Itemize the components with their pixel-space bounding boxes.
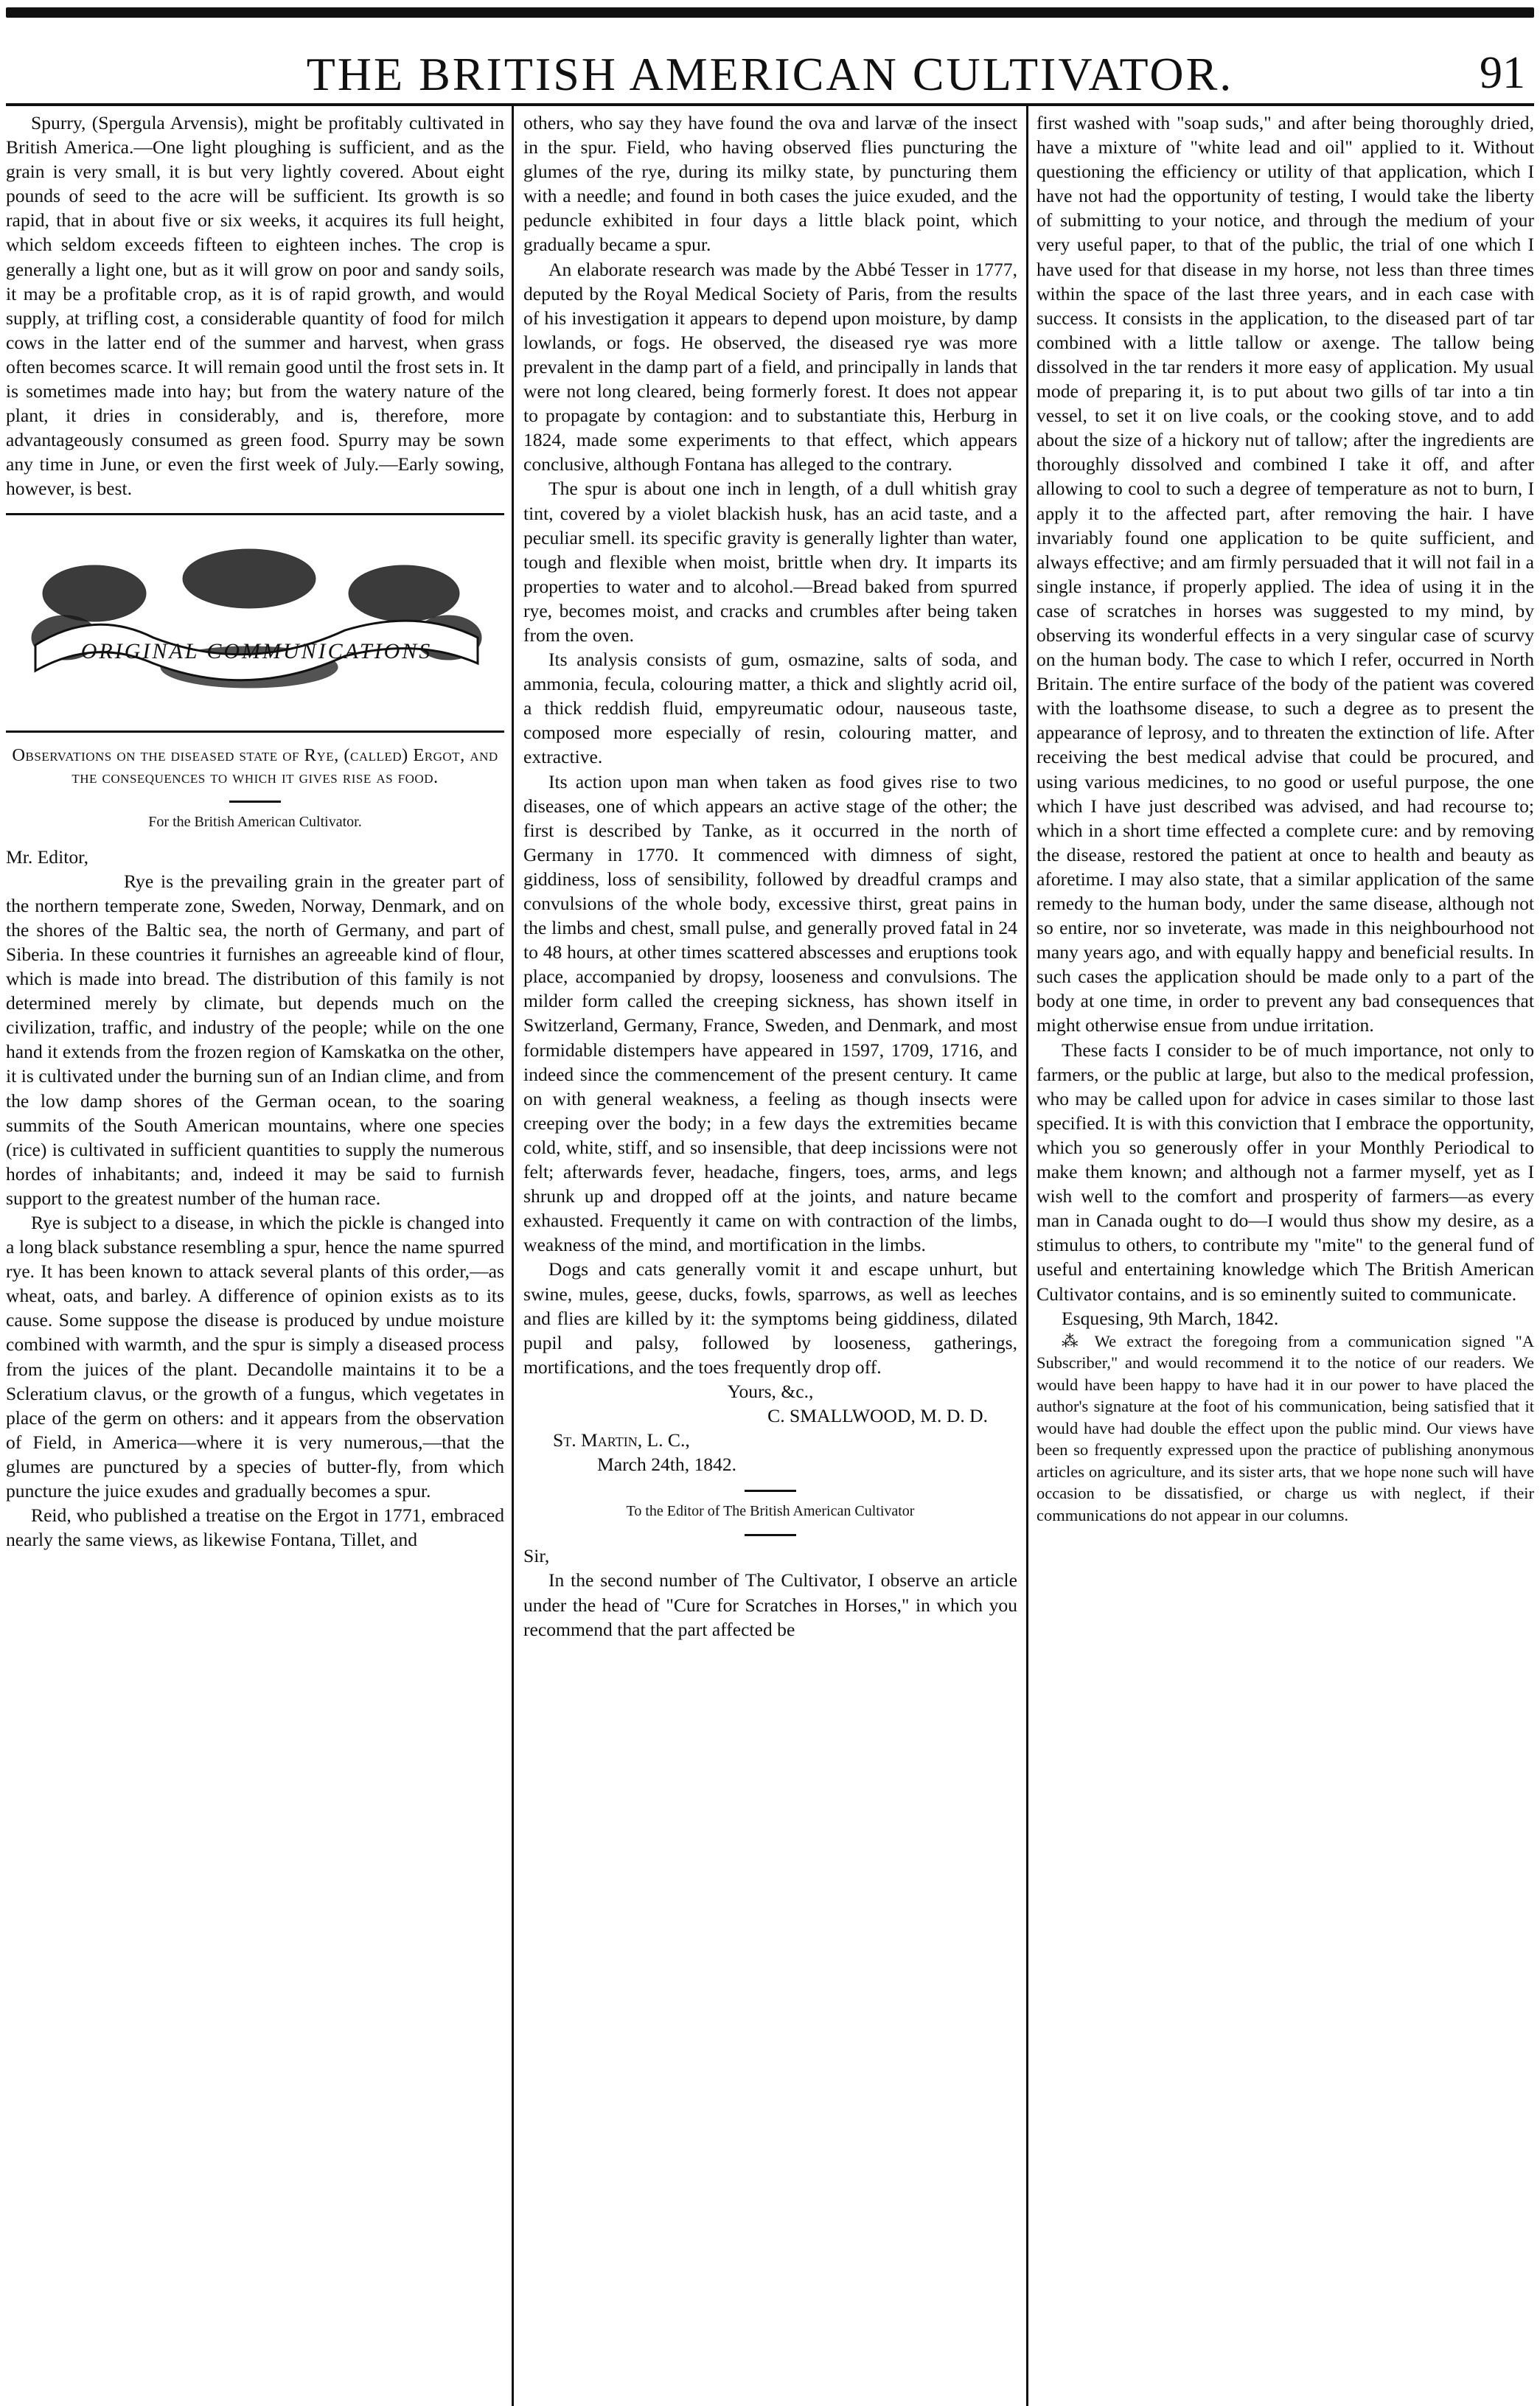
spurry-article: Spurry, (Spergula Arvensis), might be profitably cultivated in British America.—One light ploughing is sufficient, and as the grain is very small, it is but very lightly covered. About eight pounds of seed to the acre will be sufficient. Its growth is so rapid, that in about five or six weeks, it acquires its full height, which seldom exceeds fifteen to eighteen inches. The crop is generally a light one, but as it will grow on poor and sandy soils, it may be a profitable crop, as it is of rapid growth, and would supply, at trifling cost, a considerable quantity of food for milch cows in the latter end of the summer and harvest, when grass often becomes scarce. It will remain good until the frost sets in. It is sometimes made into hay; but from the watery nature of the plant, it dries in considerably, and is, therefore, more advantageously consumed as green food. Spurry may be sown any time in June, or even the first week of July.—Early sowing, however, is best. (6, 112, 504, 500)
byline: For the British American Cultivator. (148, 813, 362, 830)
paragraph: Its action upon man when taken as food gives rise to two diseases, one of which appears an active stage of the other; the first is described by Tanke, as it occurred in the north of Germany in 1770. It commenced with dimness of sight, giddiness, loss of sensibility, followed by dreadful cramps and convulsions of the whole body, excessive thirst, great pains in the limbs and chest, small pulse, and generally proved fatal in 24 to 48 hours, at other times scattered abscesses and eruptions took place, accompanied by dropsy, looseness and convulsions. The milder form called the creeping sickness, has shown itself in Switzerland, Germany, France, Sweden, and Denmark, and most formidable distempers have appeared in 1597, 1709, 1716, and indeed since the commencement of the present century. It came on with general weakness, a feeling as though insects were creeping over the body; in a few days the extremities became cold, white, stiff, and so insensible, that deep incissions were not felt; afterwards fever, headache, fingers, toes, arms, and legs shrunk up and dropped off at the joints, and nature became exhausted. Frequently it came on with contraction of the limbs, weakness of the mind, and mortification in the limbs. (523, 770, 1017, 1256)
section-divider (6, 513, 504, 515)
column-3 (1036, 111, 1534, 2406)
page-number: 91 (1480, 48, 1525, 98)
paragraph: Reid, who published a treatise on the Ergot in 1771, embraced nearly the same views, as likewise Fontana, Tillet, and (6, 1504, 504, 1551)
closing: Yours, &c., (727, 1380, 814, 1402)
column-1 (6, 111, 504, 2406)
article-title: Observations on the diseased state of Rye, (called) Ergot, and the consequences to which it gives rise as food. (12, 745, 498, 787)
paragraph: The spur is about one inch in length, of a dull whitish gray tint, covered by a violet blackish husk, has an acid taste, and a peculiar smell. its specific gravity is generally lighter than water, tough and flexible when moist, brittle when dry. It imparts its properties to water and to alcohol.—Bread baked from spurred rye, becomes moist, and cracks and crumbles after being taken from the oven. (523, 478, 1017, 646)
byline: To the Editor of The British American Cultivator (626, 1503, 915, 1520)
salutation: Mr. Editor, (6, 845, 89, 868)
paragraph: These facts I consider to be of much importance, not only to farmers, or the public at large, but also to the medical profession, who may be called upon for advice in cases similar to those last specified. It is with this conviction that I embrace the opportunity, which you so generously offer in your Monthly Periodical to make them known; and although not a farmer myself, yet as I wish well to the comfort and prosperity of farmers—as every man in Canada ought to do—I would thus show my desire, as a stimulus to others, to contribute my "mite" to the general fund of useful and entertaining knowledge which The British American Cultivator contains, and is so eminently suited to communicate. (1036, 1039, 1534, 1305)
column-2 (523, 111, 1017, 2406)
paragraph: Dogs and cats generally vomit it and escape unhurt, but swine, mules, geese, ducks, fowls, sparrows, as well as leeches and flies are killed by it: the symptoms being giddiness, dilated pupil and palsy, followed by looseness, gatherings, mortifications, and the toes frequently drop off. (523, 1258, 1017, 1378)
date: March 24th, 1842. (597, 1454, 737, 1476)
paragraph: In the second number of The Cultivator, I observe an article under the head of "Cure for Scratches in Horses," in which you recommend that the part affected be (523, 1569, 1017, 1640)
column-rule (1026, 105, 1028, 2406)
paragraph: Its analysis consists of gum, osmazine, salts of soda, and ammonia, fecula, colouring matter, a thick and slightly acrid oil, a thick reddish fluid, empyreumatic odour, nauseous taste, composed more especially of resin, colouring matter, and extractive. (523, 649, 1017, 768)
paragraph: first washed with "soap suds," and after being thoroughly dried, have a mixture of "white lead and oil" applied to it. Without questioning the efficiency or utility of that application, which I have not had the opportunity of testing, I would take the liberty of submitting to your notice, and through the medium of your very useful paper, to that of the public, the trial of one which I have used for that disease in my horse, not less than three times within the space of the last three years, and in each case with success. It consists in the application, to the diseased part of tar combined with a little tallow or axenge. The tallow being dissolved in the tar renders it more easy of application. My usual mode of preparing it, is to put about two gills of tar into a tin vessel, to set it on live coals, or the cooking stove, and to add about the size of a hickory nut of tallow; after the ingredients are thoroughly dissolved and combined I take it off, and after allowing to cool to such a degree of temperature as not to burn, I apply it to the affected part, after removing the hair. I have invariably found one application to be quite sufficient, and always effective; and am firmly persuaded that it will not fail in a single instance, if properly applied. The idea of using it in the case of scratches in horses was suggested to my mind, by observing its wonderful effects in a very singular case of scurvy on the human body. The case to which I refer, occurred in North Britain. The entire surface of the body of the patient was covered with the loathsome disease, to such a degree as to present the appearance of leprosy, and to threaten the extinction of life. After receiving the best medical advise that could be procured, and using various medicines, to no good or useful purpose, the one which I have just described was advised, and had recourse to; which in a short time effected a complete cure: and by removing the disease, restored the patient at once to health and beauty as aforetime. I may also state, that a similar application of the same remedy to the human body, under the same disease, although not so entire, nor so inveterate, was made in this neighbourhood not many years ago, and with equally happy and beneficial results. In such cases the application should be made only to a part of the body at one time, in order to prevent any bad consequences that might otherwise ensue from undue irritation. (1036, 112, 1534, 1036)
original-communications-banner (6, 527, 504, 719)
paragraph: others, who say they have found the ova and larvæ of the insect in the spur. Field, who having observed flies puncturing the glumes of the rye, during its milky state, by puncturing them with a needle; and found in both cases the juice exuded, and the peduncle exhibited in four days a little black point, which gradually became a spur. (523, 112, 1017, 256)
section-divider (6, 730, 504, 733)
paragraph: An elaborate research was made by the Abbé Tesser in 1777, deputed by the Royal Medical Society of Paris, from the results of his investigation it appears to depend upon moisture, by damp lowlands, or fogs. He observed, the diseased rye was more prevalent in the damp part of a field, and principally in lands that were not long cleared, being formerly forest. It does not appear to propagate by contagion: and to substantiate this, Herburg in 1824, made some experiments to that effect, which appears conclusive, although Fontana has alleged to the contrary. (523, 258, 1017, 475)
column-rule (512, 105, 514, 2406)
short-rule (229, 801, 281, 803)
short-rule (745, 1490, 796, 1492)
place: St. Martin, L. C., (553, 1429, 690, 1451)
page-header (6, 21, 1534, 106)
header-rule (6, 7, 1534, 18)
masthead-title: THE BRITISH AMERICAN CULTIVATOR. (306, 48, 1234, 100)
salutation: Sir, (523, 1545, 550, 1567)
signature: C. SMALLWOOD, M. D. D. (767, 1404, 988, 1426)
dateline: Esquesing, 9th March, 1842. (1062, 1307, 1279, 1329)
editor-note: ⁂ We extract the foregoing from a communication signed "A Subscriber," and would recommend it to the notice of our readers. We would have been happy to have had it in our power to have placed the author's signature at the foot of his communication, being satisfied that it would have had double the effect upon the public mind. Our views have been so frequently expressed upon the practice of publishing anonymous articles on agriculture, and its sister arts, that we hope none such will have occasion to be dissatisfied, or charge us with neglect, if their communications do not appear in our columns. (1036, 1331, 1534, 1524)
short-rule (745, 1534, 796, 1536)
banner-text: ORIGINAL COMMUNICATIONS (80, 638, 433, 663)
paragraph: Rye is subject to a disease, in which the pickle is changed into a long black substance resembling a spur, hence the name spurred rye. It has been known to attack several plants of this order,—as wheat, oats, and barley. A difference of opinion exists as to its cause. Some suppose the disease is produced by undue moisture combined with warmth, and the spur is simply a diseased process from the juices of the plant. Decandolle maintains it to be a Scleratium clavus, or the growth of a fungus, which vegetates in place of the germ on others: and it appears from the observation of Field, in America—where it is very numerous,—that the glumes are punctured by a species of butter-fly, from which puncture the juice exudes and gradually becomes a spur. (6, 1212, 504, 1502)
paragraph: Rye is the prevailing grain in the greater part of the northern temperate zone, Sweden, Norway, Denmark, and on the shores of the Baltic sea, the north of Germany, and part of Siberia. In these countries it furnishes an agreeable kind of flour, which is made into bread. The distribution of this family is not determined merely by climate, but depends much on the civilization, traffic, and industry of the people; while on the one hand it extends from the frozen region of Kamskatka on the other, it is cultivated under the burning sun of an Indian clime, and from the low damp shores of the German ocean, to the soaring summits of the South American mountains, where one species (rice) is cultivated in sufficient quantities to supply the numerous hordes of inhabitants; and, indeed it may be said to furnish support to the greatest number of the human race. (6, 870, 504, 1209)
